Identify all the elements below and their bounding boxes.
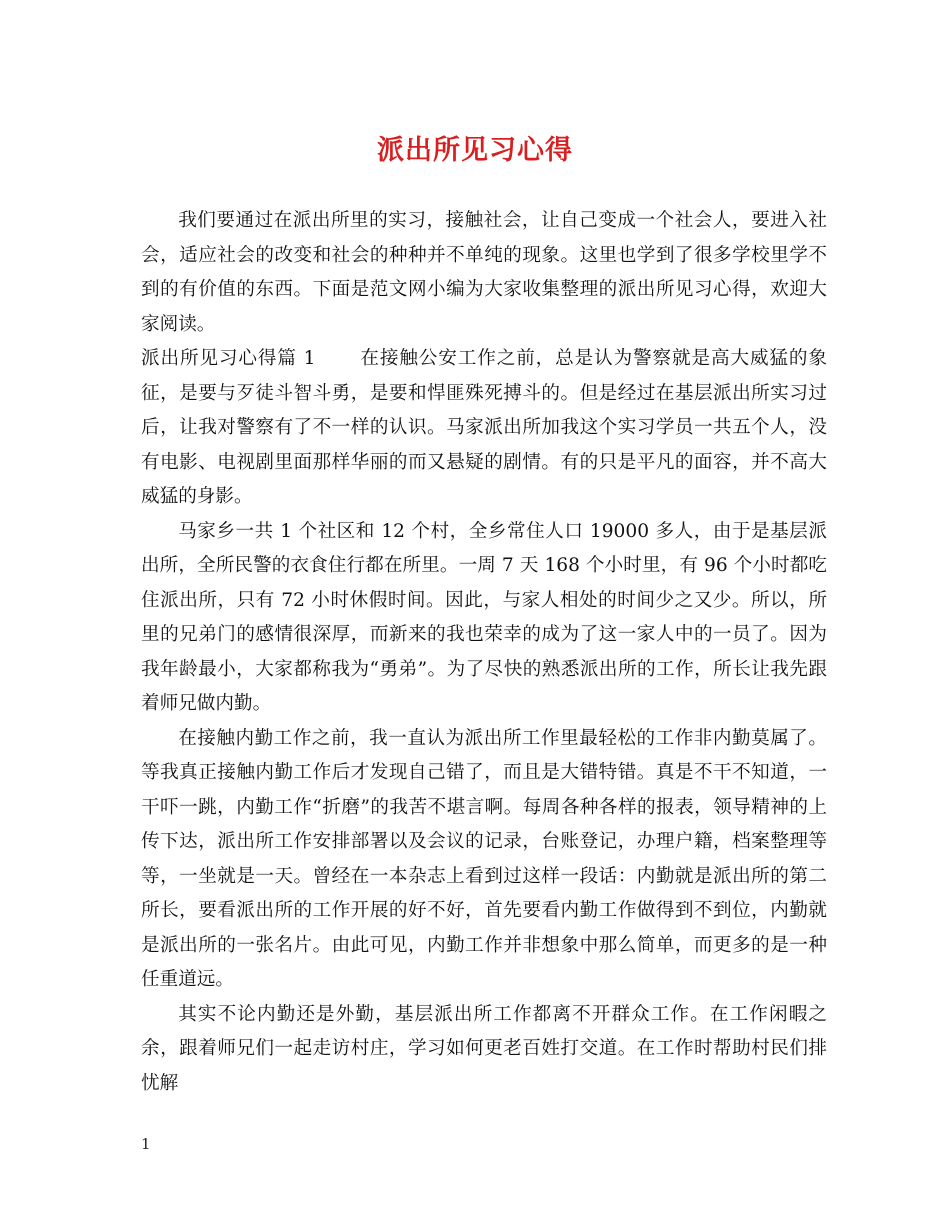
intro-paragraph: 我们要通过在派出所里的实习，接触社会，让自己变成一个社会人，要进入社会，适应社会的改变和社会的种种并不单纯的现象。这里也学到了很多学校里学不到的有价值的东西。下面是范文网小编为大家收集整理的派出所见习心得，欢迎大家阅读。 (141, 210, 827, 335)
section-heading: 派出所见习心得篇 1 (141, 348, 316, 369)
paragraph-mass-work: 其实不论内勤还是外勤，基层派出所工作都离不开群众工作。在工作闲暇之余，跟着师兄们一起走访村庄，学习如何更老百姓打交道。在工作时帮助村民们排忧解 (141, 1003, 827, 1094)
paragraph-population: 马家乡一共 1 个社区和 12 个村，全乡常住人口 19000 多人，由于是基层派出所，全所民警的衣食住行都在所里。一周 7 天 168 个小时里，有 96 个小时都吃住派出所，只有 72 小时休假时间。因此，与家人相处的时间少之又少。所以，所里的兄弟门的感情很深厚，而新来的我也荣幸的成为了这一家人中的一员了。因为我年龄最小，大家都称我为“勇弟”。为了尽快的熟悉派出所的工作，所长让我先跟着师兄做内勤。 (141, 520, 827, 714)
document-body (141, 204, 827, 1101)
page-title: 派出所见习心得 (377, 135, 573, 166)
paragraph-office-work: 在接触内勤工作之前，我一直认为派出所工作里最轻松的工作非内勤莫属了。等我真正接触内勤工作后才发现自己错了，而且是大错特错。真是不干不知道，一干吓一跳，内勤工作“折磨”的我苦不堪言啊。每周各种各样的报表，领导精神的上传下达，派出所工作安排部署以及会议的记录，台账登记，办理户籍，档案整理等等，一坐就是一天。曾经在一本杂志上看到过这样一段话：内勤就是派出所的第二所长，要看派出所的工作开展的好不好，首先要看内勤工作做得到不到位，内勤就是派出所的一张名片。由此可见，内勤工作并非想象中那么简单，而更多的是一种任重道远。 (141, 727, 827, 990)
section-1-paragraph (141, 342, 827, 515)
section-1-text: 在接触公安工作之前，总是认为警察就是高大威猛的象征，是要与歹徒斗智斗勇，是要和悍匪殊死搏斗的。但是经过在基层派出所实习过后，让我对警察有了不一样的认识。马家派出所加我这个实习学员一共五个人，没有电影、电视剧里面那样华丽的而又悬疑的剧情。有的只是平凡的面容，并不高大威猛的身影。 (141, 348, 827, 507)
page-number: 1 (141, 1135, 151, 1153)
